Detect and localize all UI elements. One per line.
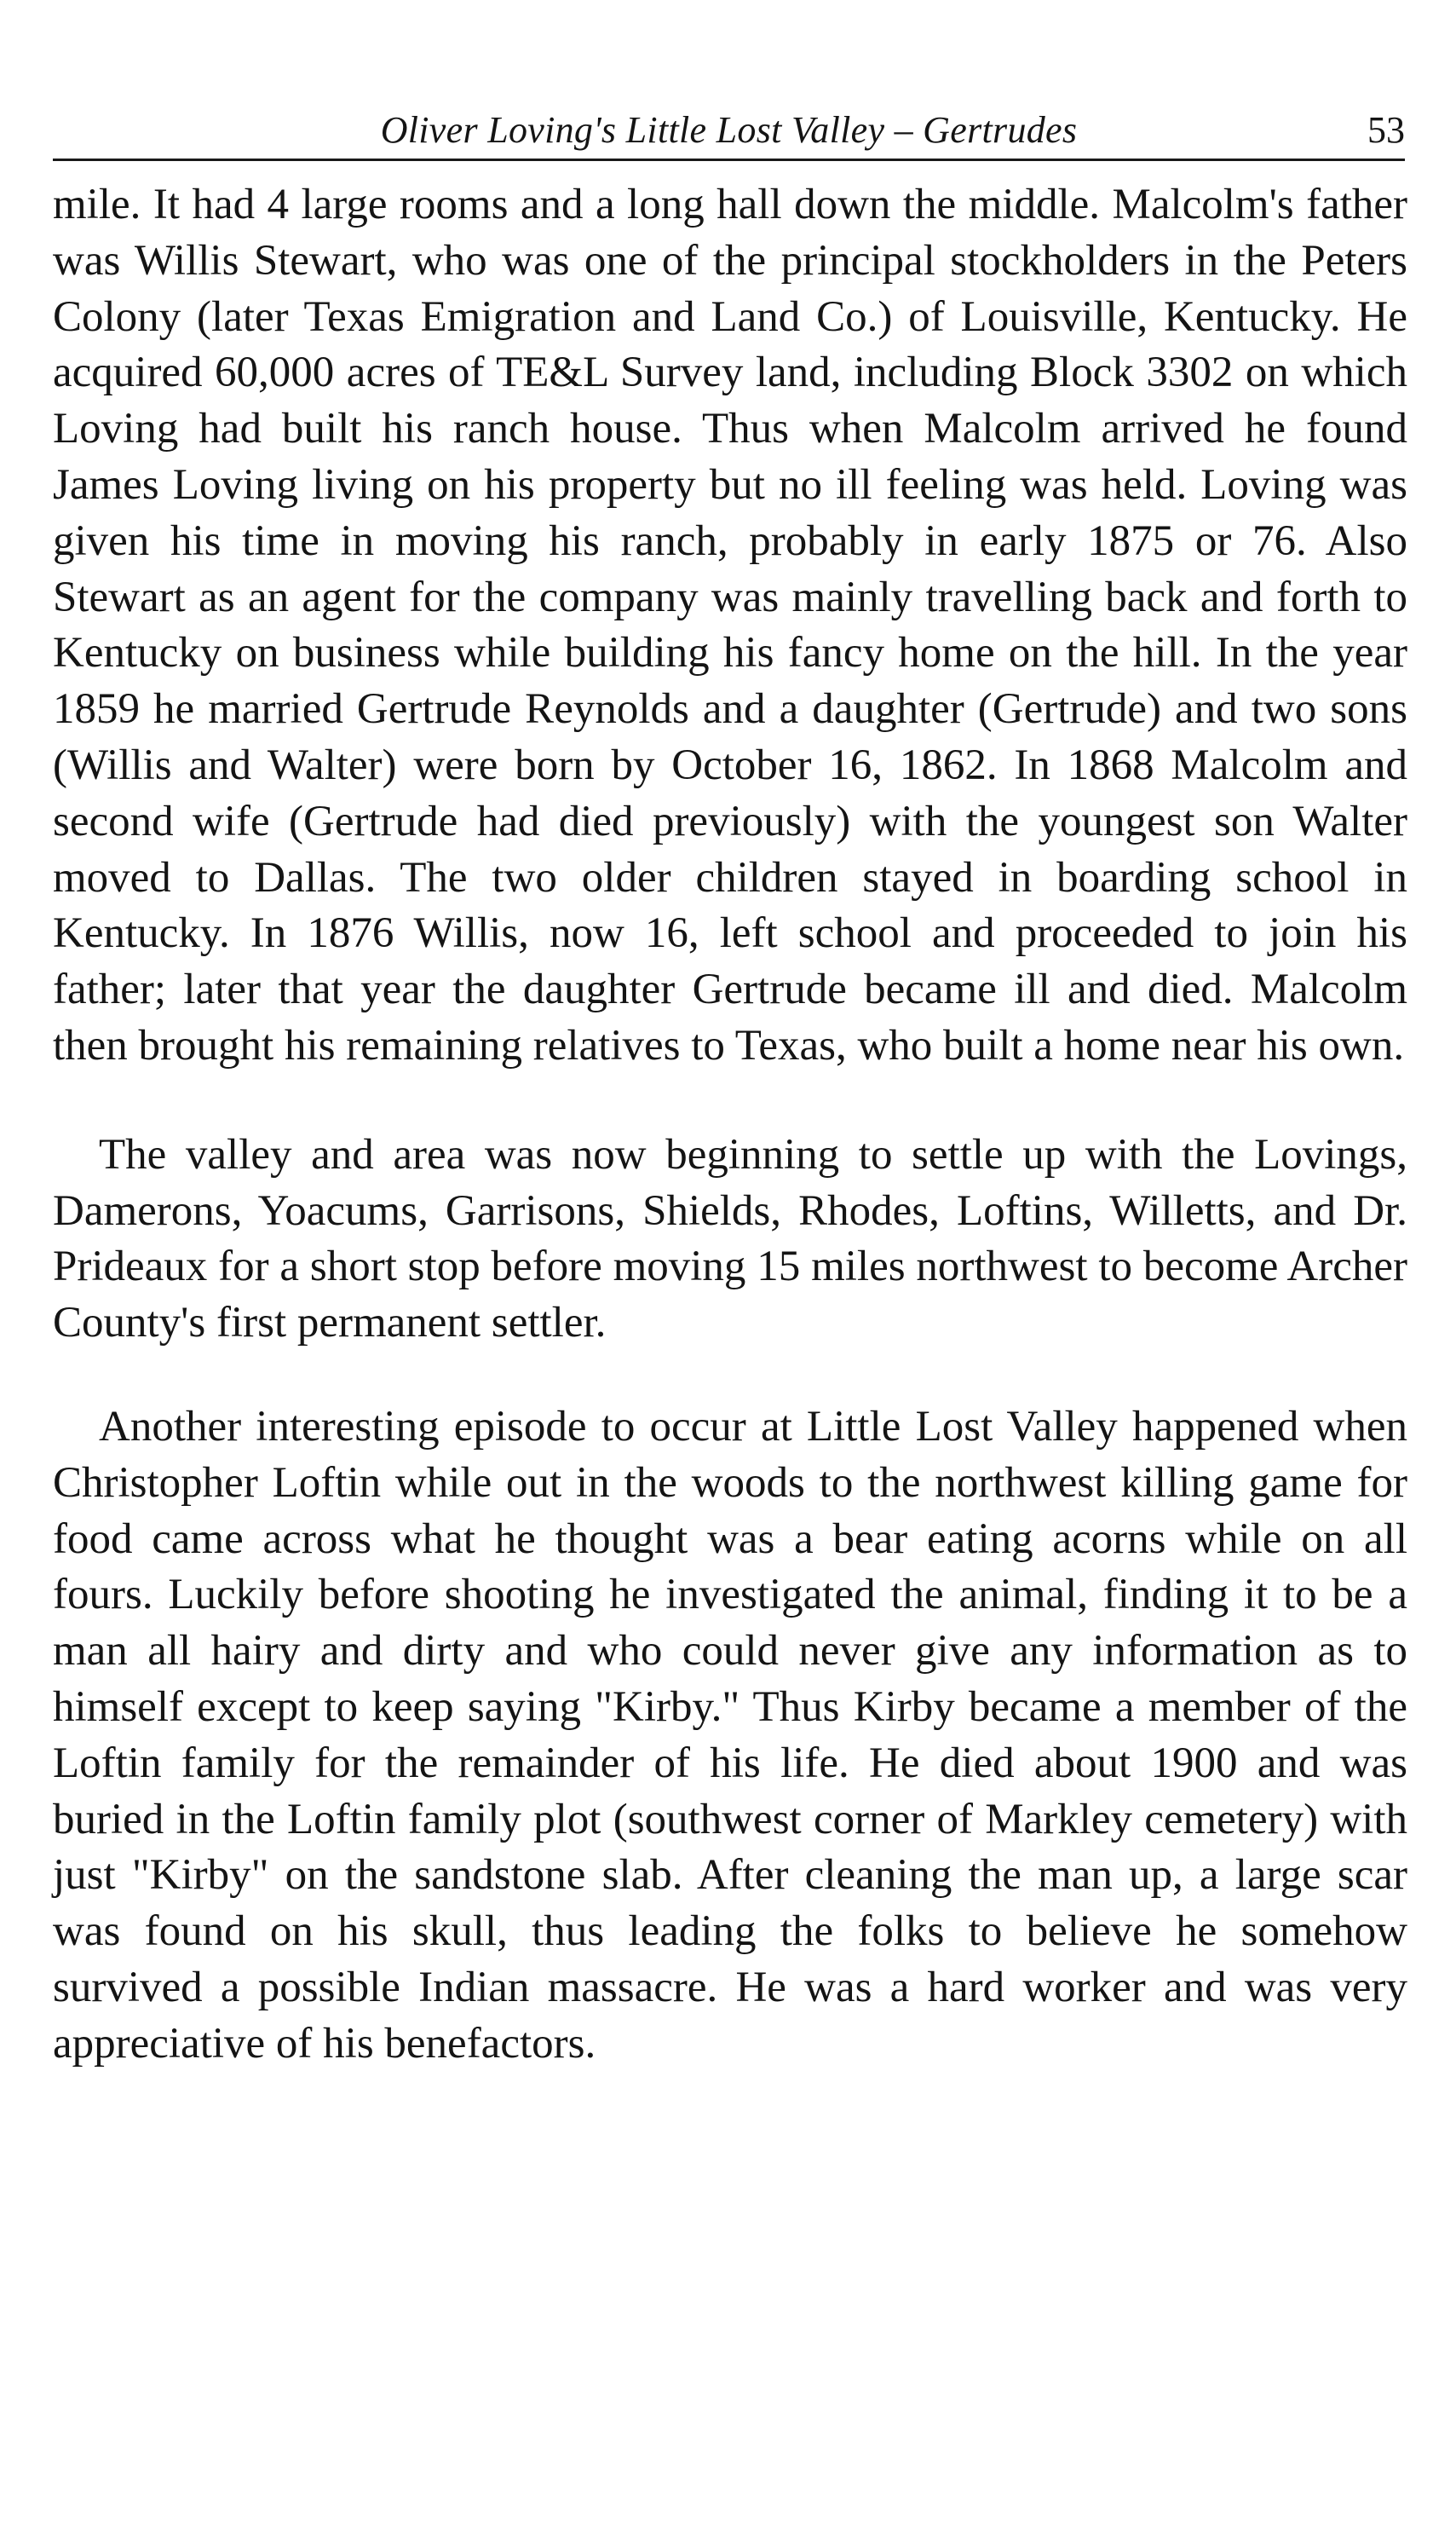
- paragraph-continuation: mile. It had 4 large rooms and a long hall down the middle. Malcolm's father was Willis Stewart, who was one of the principal stockholders in the Peters Colony (later Texas Emigration and Land Co.) of Louisville, Kentucky. He acquired 60,000 acres of TE&L Survey land, including Block 3302 on which Loving had built his ranch house. Thus when Malcolm arrived he found James Loving living on his property but no ill feeling was held. Loving was given his time in moving his ranch, probably in early 1875 or 76. Also Stewart as an agent for the company was mainly travelling back and forth to Kentucky on business while building his fancy home on the hill. In the year 1859 he married Gertrude Reynolds and a daughter (Gertrude) and two sons (Willis and Walter) were born by October 16, 1862. In 1868 Malcolm and second wife (Gertrude had died previously) with the youngest son Walter moved to Dallas. The two older children stayed in boarding school in Kentucky. In 1876 Willis, now 16, left school and proceeded to join his father; later that year the daughter Gertrude became ill and died. Malcolm then brought his remaining relatives to Texas, who built a home near his own.: [53, 181, 1407, 1070]
- paragraph-kirby-episode: Another interesting episode to occur at Little Lost Valley happened when Christopher Loftin while out in the woods to the northwest killing game for food came across what he thought was a bear eating acorns while on all fours. Luckily before shooting he investigated the animal, finding it to be a man all hairy and dirty and who could never give any information as to himself except to keep saying "Kirby." Thus Kirby became a member of the Loftin family for the remainder of his life. He died about 1900 and was buried in the Loftin family plot (southwest corner of Markley cemetery) with just "Kirby" on the sandstone slab. After cleaning the man up, a large scar was found on his skull, thus leading the folks to believe he somehow survived a possible Indian massacre. He was a hard worker and was very appreciative of his benefactors.: [53, 1402, 1407, 2068]
- page-number: 53: [1367, 109, 1405, 151]
- running-title: Oliver Loving's Little Lost Valley – Gertrudes: [380, 109, 1078, 151]
- body-text: [53, 177, 1407, 2073]
- paragraph-settlers: The valley and area was now beginning to settle up with the Lovings, Damerons, Yoacums, Garrisons, Shields, Rhodes, Loftins, Willetts, and Dr. Prideaux for a short stop before moving 15 miles northwest to become Archer County's first permanent settler.: [53, 1130, 1407, 1347]
- running-header: [53, 101, 1405, 161]
